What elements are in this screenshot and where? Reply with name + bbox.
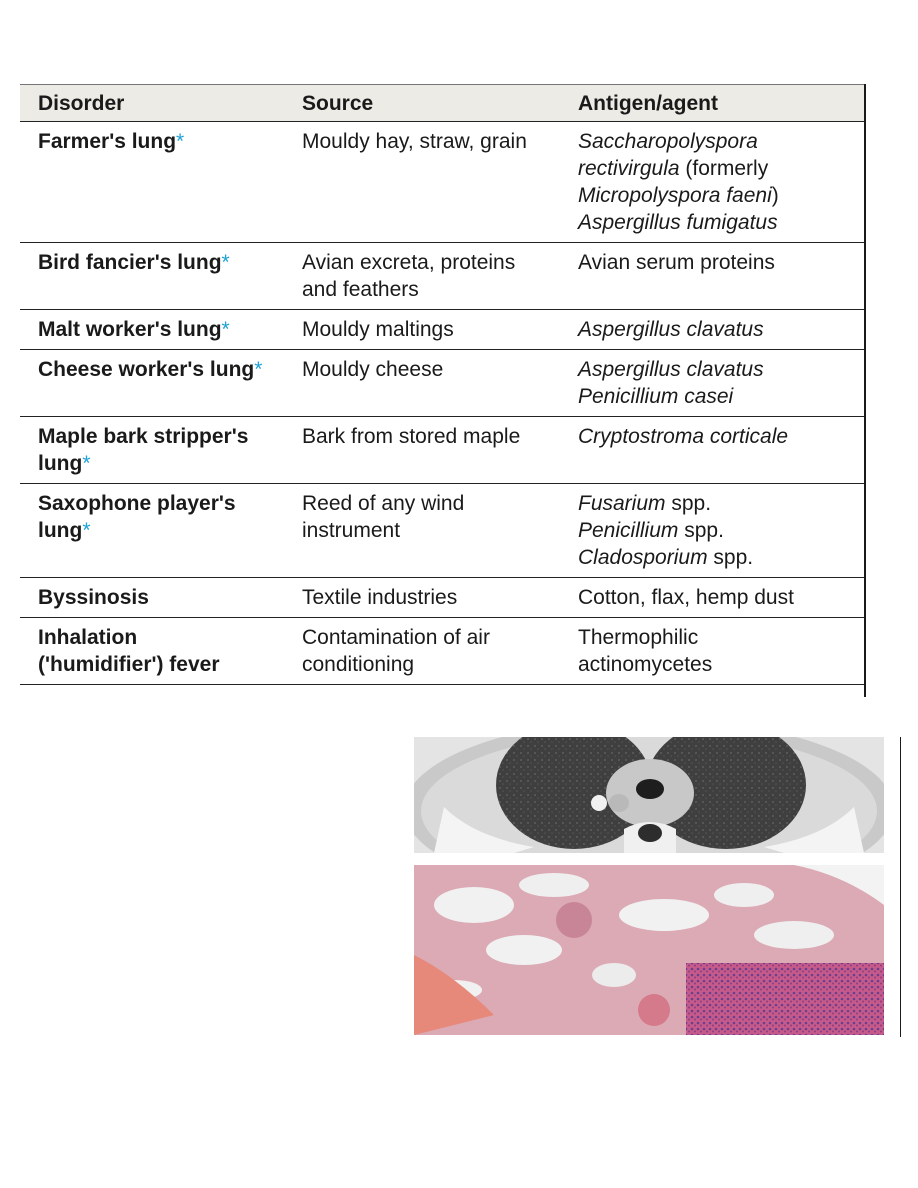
antigen-text: Fusarium	[578, 492, 666, 515]
antigen-text: Cryptostroma corticale	[578, 425, 789, 448]
asterisk-marker: *	[254, 358, 263, 381]
asterisk-marker: *	[82, 452, 91, 475]
table-row	[20, 417, 866, 484]
antigen-text: Avian serum proteins	[578, 251, 775, 274]
disorder-name: Byssinosis	[38, 586, 149, 609]
table-right-border	[864, 84, 866, 697]
disorder-name: ('humidifier') fever	[38, 653, 220, 676]
lung-histology-icon	[414, 865, 884, 1035]
disorders-table-container	[20, 84, 866, 685]
antigen-text: Penicillium	[578, 519, 679, 542]
source-cell: Contamination of air conditioning	[302, 626, 490, 676]
disorder-name: Inhalation	[38, 626, 138, 649]
antigen-cell	[560, 484, 866, 578]
antigen-note: spp.	[678, 519, 724, 542]
antigen-text: Aspergillus clavatus	[578, 358, 764, 381]
antigen-text: Cladosporium	[578, 546, 708, 569]
antigen-text: Penicillium casei	[578, 385, 734, 408]
disorder-cell	[20, 484, 284, 578]
antigen-cell	[560, 578, 866, 618]
disorder-cell	[20, 618, 284, 685]
lung-histology-image	[414, 865, 884, 1035]
source-cell: Textile industries	[302, 586, 458, 609]
disorder-cell	[20, 310, 284, 350]
antigen-cell	[560, 350, 866, 417]
antigen-cell	[560, 122, 866, 243]
table-header-row	[20, 85, 866, 122]
disorder-name: Malt worker's lung	[38, 318, 222, 341]
table-row	[20, 484, 866, 578]
asterisk-marker: *	[221, 251, 230, 274]
disorder-name: Saxophone player's lung	[38, 492, 236, 542]
antigen-cell	[560, 417, 866, 484]
disorder-name: Bird fancier's lung	[38, 251, 222, 274]
table-row	[20, 122, 866, 243]
table-row	[20, 350, 866, 417]
disorder-cell	[20, 243, 284, 310]
asterisk-marker: *	[221, 318, 230, 341]
antigen-note: spp.	[707, 546, 754, 569]
antigen-cell	[560, 618, 866, 685]
antigen-cell	[560, 243, 866, 310]
header-disorder: Disorder	[38, 92, 125, 115]
table-row	[20, 618, 866, 685]
disorder-cell	[20, 578, 284, 618]
figure-right-border	[900, 737, 901, 1037]
disorder-name: Cheese worker's lung	[38, 358, 255, 381]
table-row	[20, 310, 866, 350]
hypersensitivity-pneumonitis-table	[20, 84, 866, 685]
asterisk-marker: *	[82, 519, 91, 542]
antigen-note: )	[771, 184, 779, 207]
source-cell: Mouldy maltings	[302, 318, 454, 341]
figure-panel	[414, 737, 885, 1035]
header-source: Source	[302, 92, 374, 115]
source-cell: Reed of any wind instrument	[302, 492, 465, 542]
disorder-name: Maple bark stripper's lung	[38, 425, 249, 475]
antigen-text: Cotton, flax, hemp dust	[578, 586, 794, 609]
antigen-text: Micropolyspora faeni	[578, 184, 772, 207]
table-row	[20, 578, 866, 618]
antigen-text: Saccharopolyspora	[578, 130, 758, 153]
antigen-text: rectivirgula	[578, 157, 680, 180]
disorder-name: Farmer's lung	[38, 130, 177, 153]
antigen-text: Aspergillus clavatus	[578, 318, 764, 341]
antigen-text: Thermophilic	[578, 626, 699, 649]
ct-scan-lungs-image	[414, 737, 884, 853]
source-cell: Avian excreta, proteins and feathers	[302, 251, 516, 301]
source-cell: Bark from stored maple	[302, 425, 521, 448]
header-antigen: Antigen/agent	[578, 92, 718, 115]
source-cell: Mouldy cheese	[302, 358, 444, 381]
disorder-cell	[20, 122, 284, 243]
disorder-cell	[20, 417, 284, 484]
asterisk-marker: *	[176, 130, 185, 153]
disorder-cell	[20, 350, 284, 417]
antigen-note: spp.	[665, 492, 712, 515]
antigen-text: actinomycetes	[578, 653, 713, 676]
ct-scan-lungs-icon	[414, 737, 884, 853]
antigen-cell	[560, 310, 866, 350]
table-row	[20, 243, 866, 310]
source-cell: Mouldy hay, straw, grain	[302, 130, 527, 153]
antigen-note: (formerly	[679, 157, 769, 180]
antigen-text: Aspergillus fumigatus	[578, 211, 778, 234]
